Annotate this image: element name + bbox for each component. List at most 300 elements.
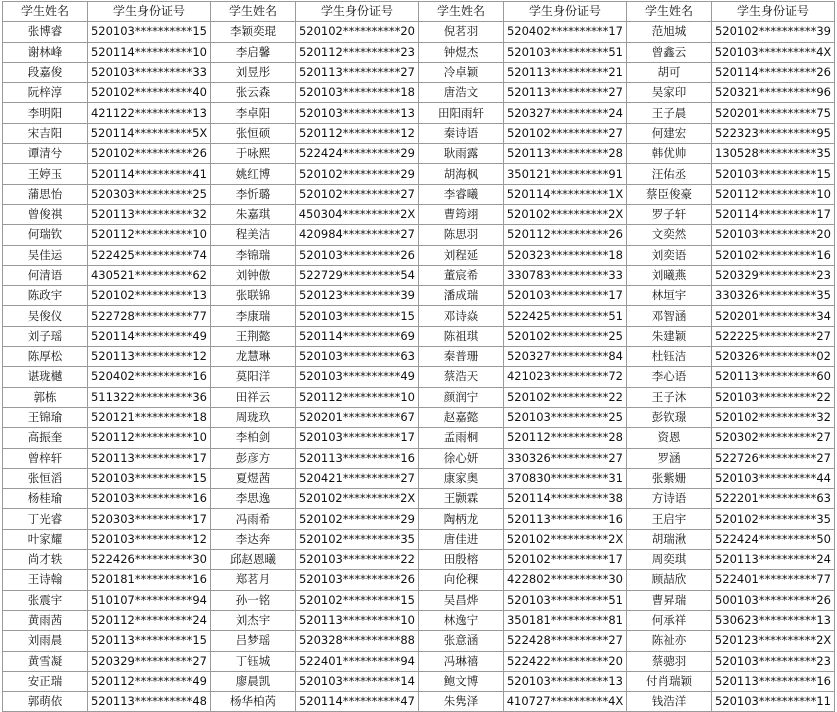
table-row [3, 286, 835, 306]
student-id-cell: 522726**********27 [712, 448, 835, 468]
student-id-cell: 520103**********49 [296, 367, 419, 387]
student-id-cell: 520181**********16 [88, 570, 211, 590]
student-name-cell: 曾梓轩 [3, 448, 88, 468]
table-row [3, 529, 835, 549]
student-id-cell: 520113**********48 [88, 692, 211, 712]
student-name-cell: 蔡浩天 [419, 367, 504, 387]
student-name-cell: 刘雨晨 [3, 631, 88, 651]
table-row [3, 83, 835, 103]
student-id-cell: 520102**********29 [296, 164, 419, 184]
student-name-cell: 蔡骢羽 [627, 651, 712, 671]
student-name-cell: 耿雨露 [419, 144, 504, 164]
student-id-cell: 520103**********22 [296, 550, 419, 570]
student-name-cell: 段嘉俊 [3, 62, 88, 82]
student-id-cell: 520303**********25 [88, 184, 211, 204]
student-name-cell: 邓智涵 [627, 306, 712, 326]
table-row [3, 204, 835, 224]
student-id-cell: 522422**********20 [504, 651, 627, 671]
student-id-cell: 520103**********25 [504, 407, 627, 427]
student-id-cell: 520112**********10 [712, 184, 835, 204]
student-id-cell: 522426**********30 [88, 550, 211, 570]
student-id-cell: 520113**********10 [296, 610, 419, 630]
student-name-cell: 安正瑞 [3, 671, 88, 691]
student-id-cell: 421023**********72 [504, 367, 627, 387]
student-name-cell: 刘曦燕 [627, 265, 712, 285]
student-name-cell: 李锦瑞 [211, 245, 296, 265]
student-id-cell: 520113**********16 [296, 448, 419, 468]
student-id-cell: 522728**********77 [88, 306, 211, 326]
student-name-cell: 曹筠翊 [419, 204, 504, 224]
student-name-cell: 李康瑞 [211, 306, 296, 326]
student-name-cell: 董宸希 [419, 265, 504, 285]
student-id-cell: 530623**********13 [712, 610, 835, 630]
student-name-cell: 唐佳进 [419, 529, 504, 549]
student-name-cell: 田阳雨轩 [419, 103, 504, 123]
student-name-cell: 方诗语 [627, 489, 712, 509]
student-name-cell: 丁光睿 [3, 509, 88, 529]
student-id-cell: 520102**********25 [504, 326, 627, 346]
student-name-cell: 郑茗月 [211, 570, 296, 590]
student-name-cell: 杨华柏芮 [211, 692, 296, 712]
student-id-cell: 520114**********10 [88, 42, 211, 62]
student-name-cell: 吴佳运 [3, 245, 88, 265]
student-id-cell: 520103**********16 [88, 489, 211, 509]
student-id-cell: 520328**********88 [296, 631, 419, 651]
student-name-cell: 唐浩文 [419, 83, 504, 103]
student-name-cell: 刘钟傲 [211, 265, 296, 285]
student-id-cell: 520123**********39 [296, 286, 419, 306]
student-name-cell: 朱建颖 [627, 326, 712, 346]
student-name-cell: 李启馨 [211, 42, 296, 62]
student-id-cell: 520112**********10 [88, 428, 211, 448]
student-id-cell: 520102**********26 [88, 144, 211, 164]
student-id-cell: 520103**********15 [88, 22, 211, 42]
student-id-cell: 520112**********10 [296, 387, 419, 407]
student-id-cell: 520402**********17 [504, 22, 627, 42]
student-id-cell: 330783**********33 [504, 265, 627, 285]
student-name-cell: 姚红博 [211, 164, 296, 184]
table-row [3, 570, 835, 590]
student-name-cell: 吴家印 [627, 83, 712, 103]
student-id-cell: 522323**********95 [712, 123, 835, 143]
student-name-cell: 王启宇 [627, 509, 712, 529]
student-name-cell: 李睿曦 [419, 184, 504, 204]
student-name-cell: 王荆懿 [211, 326, 296, 346]
student-name-cell: 蔡臣俊豪 [627, 184, 712, 204]
student-id-cell: 350181**********81 [504, 610, 627, 630]
table-row [3, 144, 835, 164]
student-id-cell: 520103**********15 [712, 164, 835, 184]
student-id-cell: 522425**********74 [88, 245, 211, 265]
student-name-cell: 周奕琪 [627, 550, 712, 570]
student-id-cell: 500103**********26 [712, 590, 835, 610]
student-name-cell: 王婷玉 [3, 164, 88, 184]
student-id-cell: 520113**********27 [296, 62, 419, 82]
student-name-cell: 高振奎 [3, 428, 88, 448]
student-id-cell: 520103**********51 [504, 590, 627, 610]
student-name-cell: 郭栋 [3, 387, 88, 407]
student-name-cell: 刘奕语 [627, 245, 712, 265]
table-row [3, 164, 835, 184]
student-name-cell: 彭钦璟 [627, 407, 712, 427]
student-id-cell: 520102**********17 [504, 550, 627, 570]
student-name-cell: 胡海枫 [419, 164, 504, 184]
student-id-cell: 520103**********12 [88, 529, 211, 549]
student-id-cell: 520103**********20 [712, 225, 835, 245]
student-name-cell: 冯雨希 [211, 509, 296, 529]
student-name-cell: 潘成瑞 [419, 286, 504, 306]
student-name-cell: 鲍文博 [419, 671, 504, 691]
student-name-cell: 康家奥 [419, 468, 504, 488]
table-row [3, 387, 835, 407]
student-id-cell: 420984**********27 [296, 225, 419, 245]
table-row [3, 509, 835, 529]
student-id-cell: 520102**********32 [712, 407, 835, 427]
student-id-cell: 520114**********49 [88, 326, 211, 346]
student-name-cell: 何清语 [3, 265, 88, 285]
student-id-cell: 520102**********2X [504, 529, 627, 549]
student-id-cell: 520103**********17 [504, 286, 627, 306]
table-row [3, 489, 835, 509]
student-name-cell: 杜钰洁 [627, 347, 712, 367]
student-id-cell: 520103**********22 [712, 387, 835, 407]
student-name-cell: 王子晨 [627, 103, 712, 123]
student-id-cell: 520112**********12 [296, 123, 419, 143]
student-name-cell: 周珑玖 [211, 407, 296, 427]
student-id-cell: 520103**********13 [504, 671, 627, 691]
student-id-cell: 520102**********22 [504, 387, 627, 407]
student-id-cell: 520302**********27 [712, 428, 835, 448]
student-name-cell: 冷卓颖 [419, 62, 504, 82]
student-id-cell: 520103**********4X [712, 42, 835, 62]
student-name-cell: 陈祉亦 [627, 631, 712, 651]
student-id-cell: 520112**********10 [88, 225, 211, 245]
student-id-cell: 520103**********26 [296, 570, 419, 590]
student-name-cell: 夏煜茜 [211, 468, 296, 488]
student-id-cell: 510107**********94 [88, 590, 211, 610]
student-id-cell: 520102**********15 [296, 590, 419, 610]
student-name-cell: 龙慧琳 [211, 347, 296, 367]
student-id-cell: 520113**********16 [712, 671, 835, 691]
student-id-cell: 520113**********24 [712, 550, 835, 570]
student-name-cell: 谭清兮 [3, 144, 88, 164]
table-row [3, 42, 835, 62]
student-id-cell: 520112**********49 [88, 671, 211, 691]
student-name-cell: 李忻璐 [211, 184, 296, 204]
student-id-cell: 511322**********36 [88, 387, 211, 407]
student-id-cell: 520102**********35 [712, 509, 835, 529]
table-row [3, 367, 835, 387]
student-id-cell: 421122**********13 [88, 103, 211, 123]
student-id-cell: 422802**********30 [504, 570, 627, 590]
table-row [3, 692, 835, 712]
student-id-cell: 520113**********17 [88, 448, 211, 468]
table-row [3, 306, 835, 326]
student-name-cell: 张博睿 [3, 22, 88, 42]
student-name-cell: 孙一铭 [211, 590, 296, 610]
student-id-cell: 520113**********21 [504, 62, 627, 82]
student-id-cell: 522729**********54 [296, 265, 419, 285]
table-row [3, 123, 835, 143]
student-id-cell: 520103**********51 [504, 42, 627, 62]
table-row [3, 62, 835, 82]
student-id-cell: 130528**********35 [712, 144, 835, 164]
student-name-cell: 付肖瑞颖 [627, 671, 712, 691]
student-name-cell: 田祥云 [211, 387, 296, 407]
student-id-cell: 520103**********11 [712, 692, 835, 712]
student-name-cell: 陶柄龙 [419, 509, 504, 529]
student-id-cell: 520112**********26 [504, 225, 627, 245]
table-row [3, 428, 835, 448]
student-id-cell: 520201**********34 [712, 306, 835, 326]
student-name-cell: 叶家耀 [3, 529, 88, 549]
table-body [3, 22, 835, 712]
table-row [3, 22, 835, 42]
table-row [3, 265, 835, 285]
student-name-cell: 文奕然 [627, 225, 712, 245]
student-id-cell: 520102**********39 [712, 22, 835, 42]
student-id-cell: 430521**********62 [88, 265, 211, 285]
table-row [3, 651, 835, 671]
header-student-id: 学生身份证号 [712, 2, 835, 22]
table-row [3, 468, 835, 488]
table-row [3, 590, 835, 610]
student-name-cell: 张紫姗 [627, 468, 712, 488]
student-name-cell: 陈政宇 [3, 286, 88, 306]
student-name-cell: 谌珑樾 [3, 367, 88, 387]
student-name-cell: 于咏熙 [211, 144, 296, 164]
student-name-cell: 莫阳洋 [211, 367, 296, 387]
table-row [3, 671, 835, 691]
student-id-cell: 520103**********33 [88, 62, 211, 82]
student-id-cell: 522225**********27 [712, 326, 835, 346]
table-row [3, 245, 835, 265]
student-id-cell: 330326**********35 [712, 286, 835, 306]
student-name-cell: 张云森 [211, 83, 296, 103]
student-id-cell: 520103**********17 [296, 428, 419, 448]
student-name-cell: 王子沐 [627, 387, 712, 407]
header-student-id: 学生身份证号 [504, 2, 627, 22]
student-name-cell: 尚才轶 [3, 550, 88, 570]
table-row [3, 407, 835, 427]
student-name-cell: 林逸宁 [419, 610, 504, 630]
student-name-cell: 钱浩洋 [627, 692, 712, 712]
student-name-cell: 曹昇瑞 [627, 590, 712, 610]
student-id-cell: 520102**********40 [88, 83, 211, 103]
student-id-cell: 520114**********69 [296, 326, 419, 346]
student-id-cell: 520201**********67 [296, 407, 419, 427]
student-id-cell: 522201**********63 [712, 489, 835, 509]
student-name-cell: 顾喆欣 [627, 570, 712, 590]
student-name-cell: 陈思羽 [419, 225, 504, 245]
table-row [3, 631, 835, 651]
table-row [3, 610, 835, 630]
student-name-cell: 刘子瑶 [3, 326, 88, 346]
student-name-cell: 李思逸 [211, 489, 296, 509]
student-id-cell: 520329**********23 [712, 265, 835, 285]
student-name-cell: 钟煜杰 [419, 42, 504, 62]
student-name-cell: 王锦瑜 [3, 407, 88, 427]
student-name-cell: 李颖奕琨 [211, 22, 296, 42]
student-id-cell: 520103**********14 [296, 671, 419, 691]
student-id-cell: 520103**********15 [88, 468, 211, 488]
table-row [3, 103, 835, 123]
student-name-cell: 邱赵恩曦 [211, 550, 296, 570]
student-id-cell: 520102**********2X [296, 489, 419, 509]
student-name-cell: 程美洁 [211, 225, 296, 245]
student-id-cell: 520102**********29 [296, 509, 419, 529]
student-id-cell: 520303**********17 [88, 509, 211, 529]
student-id-cell: 520102**********20 [296, 22, 419, 42]
student-name-cell: 颜润宁 [419, 387, 504, 407]
student-name-cell: 张恒硕 [211, 123, 296, 143]
student-name-cell: 胡可 [627, 62, 712, 82]
student-id-cell: 520112**********24 [88, 610, 211, 630]
table-row [3, 550, 835, 570]
student-table [2, 1, 835, 712]
student-name-cell: 曾鑫云 [627, 42, 712, 62]
header-student-name: 学生姓名 [627, 2, 712, 22]
student-name-cell: 何建宏 [627, 123, 712, 143]
student-name-cell: 邓诗焱 [419, 306, 504, 326]
student-id-cell: 520102**********13 [88, 286, 211, 306]
student-name-cell: 张震宇 [3, 590, 88, 610]
student-id-cell: 520114**********41 [88, 164, 211, 184]
student-name-cell: 张意涵 [419, 631, 504, 651]
student-id-cell: 520121**********18 [88, 407, 211, 427]
student-id-cell: 520327**********24 [504, 103, 627, 123]
student-id-cell: 520114**********38 [504, 489, 627, 509]
student-name-cell: 郭萌依 [3, 692, 88, 712]
student-name-cell: 向伦稞 [419, 570, 504, 590]
student-id-cell: 350121**********91 [504, 164, 627, 184]
student-name-cell: 秦诗语 [419, 123, 504, 143]
student-id-cell: 520114**********5X [88, 123, 211, 143]
student-id-cell: 330326**********27 [504, 448, 627, 468]
table-row [3, 347, 835, 367]
student-id-cell: 520112**********23 [296, 42, 419, 62]
student-name-cell: 田殷榕 [419, 550, 504, 570]
student-id-cell: 520102**********16 [712, 245, 835, 265]
student-id-cell: 520113**********16 [504, 509, 627, 529]
student-name-cell: 秦普珊 [419, 347, 504, 367]
student-id-cell: 522424**********29 [296, 144, 419, 164]
student-id-cell: 520113**********12 [88, 347, 211, 367]
student-name-cell: 李柏剑 [211, 428, 296, 448]
student-id-cell: 520102**********27 [296, 184, 419, 204]
student-id-cell: 520323**********18 [504, 245, 627, 265]
student-name-cell: 李卓阳 [211, 103, 296, 123]
student-id-cell: 520103**********63 [296, 347, 419, 367]
student-id-cell: 520102**********27 [504, 123, 627, 143]
student-id-cell: 450304**********2X [296, 204, 419, 224]
student-id-cell: 520113**********15 [88, 631, 211, 651]
student-id-cell: 520114**********1X [504, 184, 627, 204]
table-row [3, 184, 835, 204]
student-name-cell: 张恒滔 [3, 468, 88, 488]
student-name-cell: 罗子轩 [627, 204, 712, 224]
student-name-cell: 朱嘉琪 [211, 204, 296, 224]
student-id-cell: 520103**********18 [296, 83, 419, 103]
student-id-cell: 522401**********94 [296, 651, 419, 671]
student-id-cell: 522424**********50 [712, 529, 835, 549]
student-id-cell: 520114**********47 [296, 692, 419, 712]
student-name-cell: 曾俊祺 [3, 204, 88, 224]
student-name-cell: 倪茗羽 [419, 22, 504, 42]
student-name-cell: 陈祖琪 [419, 326, 504, 346]
student-name-cell: 资恩 [627, 428, 712, 448]
student-name-cell: 王诗翰 [3, 570, 88, 590]
student-name-cell: 朱隽泽 [419, 692, 504, 712]
student-name-cell: 吴俊仪 [3, 306, 88, 326]
student-name-cell: 宋吉阳 [3, 123, 88, 143]
student-name-cell: 陈厚松 [3, 347, 88, 367]
student-id-cell: 522401**********77 [712, 570, 835, 590]
student-id-cell: 522425**********51 [504, 306, 627, 326]
student-id-cell: 520112**********28 [504, 428, 627, 448]
student-name-cell: 汪佑丞 [627, 164, 712, 184]
student-name-cell: 廖晨凯 [211, 671, 296, 691]
student-id-cell: 520102**********35 [296, 529, 419, 549]
student-id-cell: 370830**********31 [504, 468, 627, 488]
student-name-cell: 刘杰宇 [211, 610, 296, 630]
student-name-cell: 杨桂瑜 [3, 489, 88, 509]
student-id-cell: 520103**********15 [296, 306, 419, 326]
student-id-cell: 520329**********27 [88, 651, 211, 671]
student-name-cell: 孟雨桐 [419, 428, 504, 448]
student-name-cell: 赵嘉懿 [419, 407, 504, 427]
student-name-cell: 李明阳 [3, 103, 88, 123]
table-row [3, 326, 835, 346]
student-name-cell: 冯琳禧 [419, 651, 504, 671]
student-name-cell: 罗涵 [627, 448, 712, 468]
student-name-cell: 彭彦方 [211, 448, 296, 468]
header-row [3, 2, 835, 22]
student-name-cell: 吕梦瑶 [211, 631, 296, 651]
student-name-cell: 蒲思怡 [3, 184, 88, 204]
student-name-cell: 刘程延 [419, 245, 504, 265]
student-id-cell: 520113**********60 [712, 367, 835, 387]
header-student-name: 学生姓名 [3, 2, 88, 22]
student-name-cell: 徐心妍 [419, 448, 504, 468]
student-id-cell: 520327**********84 [504, 347, 627, 367]
student-id-cell: 520113**********27 [504, 83, 627, 103]
student-id-cell: 520103**********23 [712, 651, 835, 671]
student-name-cell: 何承祥 [627, 610, 712, 630]
student-id-cell: 520102**********2X [504, 204, 627, 224]
student-name-cell: 阮梓淳 [3, 83, 88, 103]
student-id-cell: 520103**********13 [296, 103, 419, 123]
student-id-cell: 522428**********27 [504, 631, 627, 651]
student-name-cell: 王颢霖 [419, 489, 504, 509]
student-id-cell: 520103**********26 [296, 245, 419, 265]
student-name-cell: 李达奔 [211, 529, 296, 549]
student-id-cell: 520114**********26 [712, 62, 835, 82]
student-id-cell: 520326**********02 [712, 347, 835, 367]
table-row [3, 448, 835, 468]
student-name-cell: 吴昌烨 [419, 590, 504, 610]
header-student-id: 学生身份证号 [296, 2, 419, 22]
header-student-name: 学生姓名 [211, 2, 296, 22]
student-name-cell: 何瑞钦 [3, 225, 88, 245]
student-id-cell: 520114**********17 [712, 204, 835, 224]
student-id-cell: 520113**********32 [88, 204, 211, 224]
student-name-cell: 韩优帅 [627, 144, 712, 164]
student-name-cell: 张联锦 [211, 286, 296, 306]
table-row [3, 225, 835, 245]
student-id-cell: 520103**********44 [712, 468, 835, 488]
student-name-cell: 黄雨茜 [3, 610, 88, 630]
